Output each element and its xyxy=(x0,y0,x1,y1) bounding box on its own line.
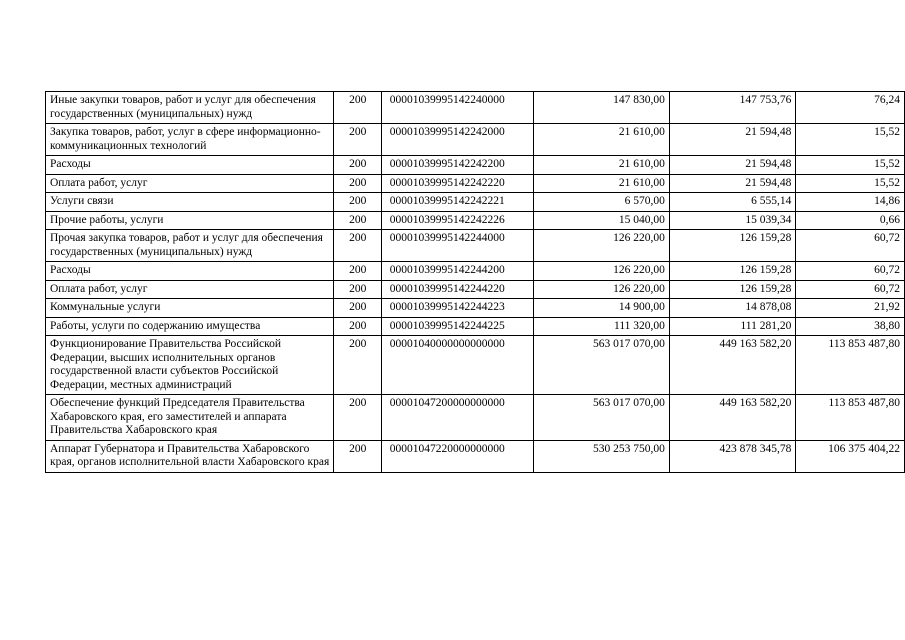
row-name-cell: Работы, услуги по содержанию имущества xyxy=(46,317,334,336)
row-approved-cell: 21 610,00 xyxy=(533,156,669,175)
row-executed-cell: 111 281,20 xyxy=(669,317,795,336)
row-code-cell: 200 xyxy=(333,156,381,175)
row-approved-cell: 21 610,00 xyxy=(533,174,669,193)
row-approved-cell: 111 320,00 xyxy=(533,317,669,336)
row-name-cell: Закупка товаров, работ, услуг в сфере информационно-коммуникационных технологий xyxy=(46,124,334,156)
row-kbk-cell: 00001039995142244225 xyxy=(381,317,533,336)
row-approved-cell: 126 220,00 xyxy=(533,262,669,281)
row-unexecuted-cell: 14,86 xyxy=(796,193,905,212)
row-executed-cell: 21 594,48 xyxy=(669,156,795,175)
row-executed-cell: 423 878 345,78 xyxy=(669,440,795,472)
row-name-cell: Расходы xyxy=(46,156,334,175)
table-row xyxy=(46,336,905,395)
row-code-cell: 200 xyxy=(333,280,381,299)
table-row xyxy=(46,440,905,472)
row-name-cell: Услуги связи xyxy=(46,193,334,212)
table-row xyxy=(46,92,905,124)
row-kbk-cell: 00001040000000000000 xyxy=(381,336,533,395)
row-approved-cell: 126 220,00 xyxy=(533,280,669,299)
row-kbk-cell: 00001047200000000000 xyxy=(381,395,533,441)
row-code-cell: 200 xyxy=(333,440,381,472)
row-kbk-cell: 00001039995142242221 xyxy=(381,193,533,212)
row-unexecuted-cell: 106 375 404,22 xyxy=(796,440,905,472)
row-name-cell: Иные закупки товаров, работ и услуг для обеспечения государственных (муниципальных) нужд xyxy=(46,92,334,124)
table-row xyxy=(46,193,905,212)
row-kbk-cell: 00001039995142242226 xyxy=(381,211,533,230)
row-code-cell: 200 xyxy=(333,299,381,318)
row-approved-cell: 15 040,00 xyxy=(533,211,669,230)
row-name-cell: Обеспечение функций Председателя Правительства Хабаровского края, его заместителей и аппарата Правительства Хабаровского края xyxy=(46,395,334,441)
table-row xyxy=(46,280,905,299)
table-row xyxy=(46,230,905,262)
row-code-cell: 200 xyxy=(333,124,381,156)
row-approved-cell: 147 830,00 xyxy=(533,92,669,124)
table-row xyxy=(46,174,905,193)
row-kbk-cell: 00001039995142244200 xyxy=(381,262,533,281)
row-name-cell: Функционирование Правительства Российской Федерации, высших исполнительных органов государственной власти субъектов Российской Федерации, местных администраций xyxy=(46,336,334,395)
row-kbk-cell: 00001039995142244220 xyxy=(381,280,533,299)
table-row xyxy=(46,156,905,175)
row-approved-cell: 563 017 070,00 xyxy=(533,395,669,441)
budget-table-body xyxy=(46,92,905,473)
row-code-cell: 200 xyxy=(333,193,381,212)
row-kbk-cell: 00001039995142242200 xyxy=(381,156,533,175)
table-row xyxy=(46,124,905,156)
row-code-cell: 200 xyxy=(333,174,381,193)
row-executed-cell: 21 594,48 xyxy=(669,174,795,193)
row-executed-cell: 126 159,28 xyxy=(669,262,795,281)
row-name-cell: Расходы xyxy=(46,262,334,281)
row-kbk-cell: 00001039995142240000 xyxy=(381,92,533,124)
row-executed-cell: 449 163 582,20 xyxy=(669,395,795,441)
row-kbk-cell: 00001039995142242220 xyxy=(381,174,533,193)
row-name-cell: Коммунальные услуги xyxy=(46,299,334,318)
row-unexecuted-cell: 60,72 xyxy=(796,280,905,299)
row-executed-cell: 14 878,08 xyxy=(669,299,795,318)
row-unexecuted-cell: 15,52 xyxy=(796,174,905,193)
row-unexecuted-cell: 15,52 xyxy=(796,156,905,175)
table-row xyxy=(46,262,905,281)
row-kbk-cell: 00001039995142242000 xyxy=(381,124,533,156)
row-approved-cell: 563 017 070,00 xyxy=(533,336,669,395)
row-executed-cell: 21 594,48 xyxy=(669,124,795,156)
table-row xyxy=(46,395,905,441)
row-code-cell: 200 xyxy=(333,211,381,230)
row-kbk-cell: 00001047220000000000 xyxy=(381,440,533,472)
row-approved-cell: 6 570,00 xyxy=(533,193,669,212)
row-unexecuted-cell: 15,52 xyxy=(796,124,905,156)
row-unexecuted-cell: 60,72 xyxy=(796,230,905,262)
row-code-cell: 200 xyxy=(333,230,381,262)
row-executed-cell: 126 159,28 xyxy=(669,280,795,299)
row-unexecuted-cell: 60,72 xyxy=(796,262,905,281)
row-name-cell: Оплата работ, услуг xyxy=(46,174,334,193)
row-code-cell: 200 xyxy=(333,92,381,124)
row-name-cell: Прочая закупка товаров, работ и услуг для обеспечения государственных (муниципальных) нужд xyxy=(46,230,334,262)
row-code-cell: 200 xyxy=(333,395,381,441)
row-unexecuted-cell: 113 853 487,80 xyxy=(796,336,905,395)
row-executed-cell: 147 753,76 xyxy=(669,92,795,124)
row-name-cell: Аппарат Губернатора и Правительства Хабаровского края, органов исполнительной власти Хабаровского края xyxy=(46,440,334,472)
budget-table xyxy=(45,91,905,473)
row-approved-cell: 126 220,00 xyxy=(533,230,669,262)
row-executed-cell: 15 039,34 xyxy=(669,211,795,230)
row-approved-cell: 14 900,00 xyxy=(533,299,669,318)
row-unexecuted-cell: 38,80 xyxy=(796,317,905,336)
row-kbk-cell: 00001039995142244000 xyxy=(381,230,533,262)
row-unexecuted-cell: 76,24 xyxy=(796,92,905,124)
table-row xyxy=(46,317,905,336)
table-row xyxy=(46,299,905,318)
row-executed-cell: 449 163 582,20 xyxy=(669,336,795,395)
row-executed-cell: 6 555,14 xyxy=(669,193,795,212)
row-approved-cell: 21 610,00 xyxy=(533,124,669,156)
row-unexecuted-cell: 113 853 487,80 xyxy=(796,395,905,441)
row-name-cell: Прочие работы, услуги xyxy=(46,211,334,230)
table-row xyxy=(46,211,905,230)
row-name-cell: Оплата работ, услуг xyxy=(46,280,334,299)
row-approved-cell: 530 253 750,00 xyxy=(533,440,669,472)
row-code-cell: 200 xyxy=(333,317,381,336)
row-code-cell: 200 xyxy=(333,336,381,395)
row-code-cell: 200 xyxy=(333,262,381,281)
row-kbk-cell: 00001039995142244223 xyxy=(381,299,533,318)
row-executed-cell: 126 159,28 xyxy=(669,230,795,262)
row-unexecuted-cell: 21,92 xyxy=(796,299,905,318)
row-unexecuted-cell: 0,66 xyxy=(796,211,905,230)
